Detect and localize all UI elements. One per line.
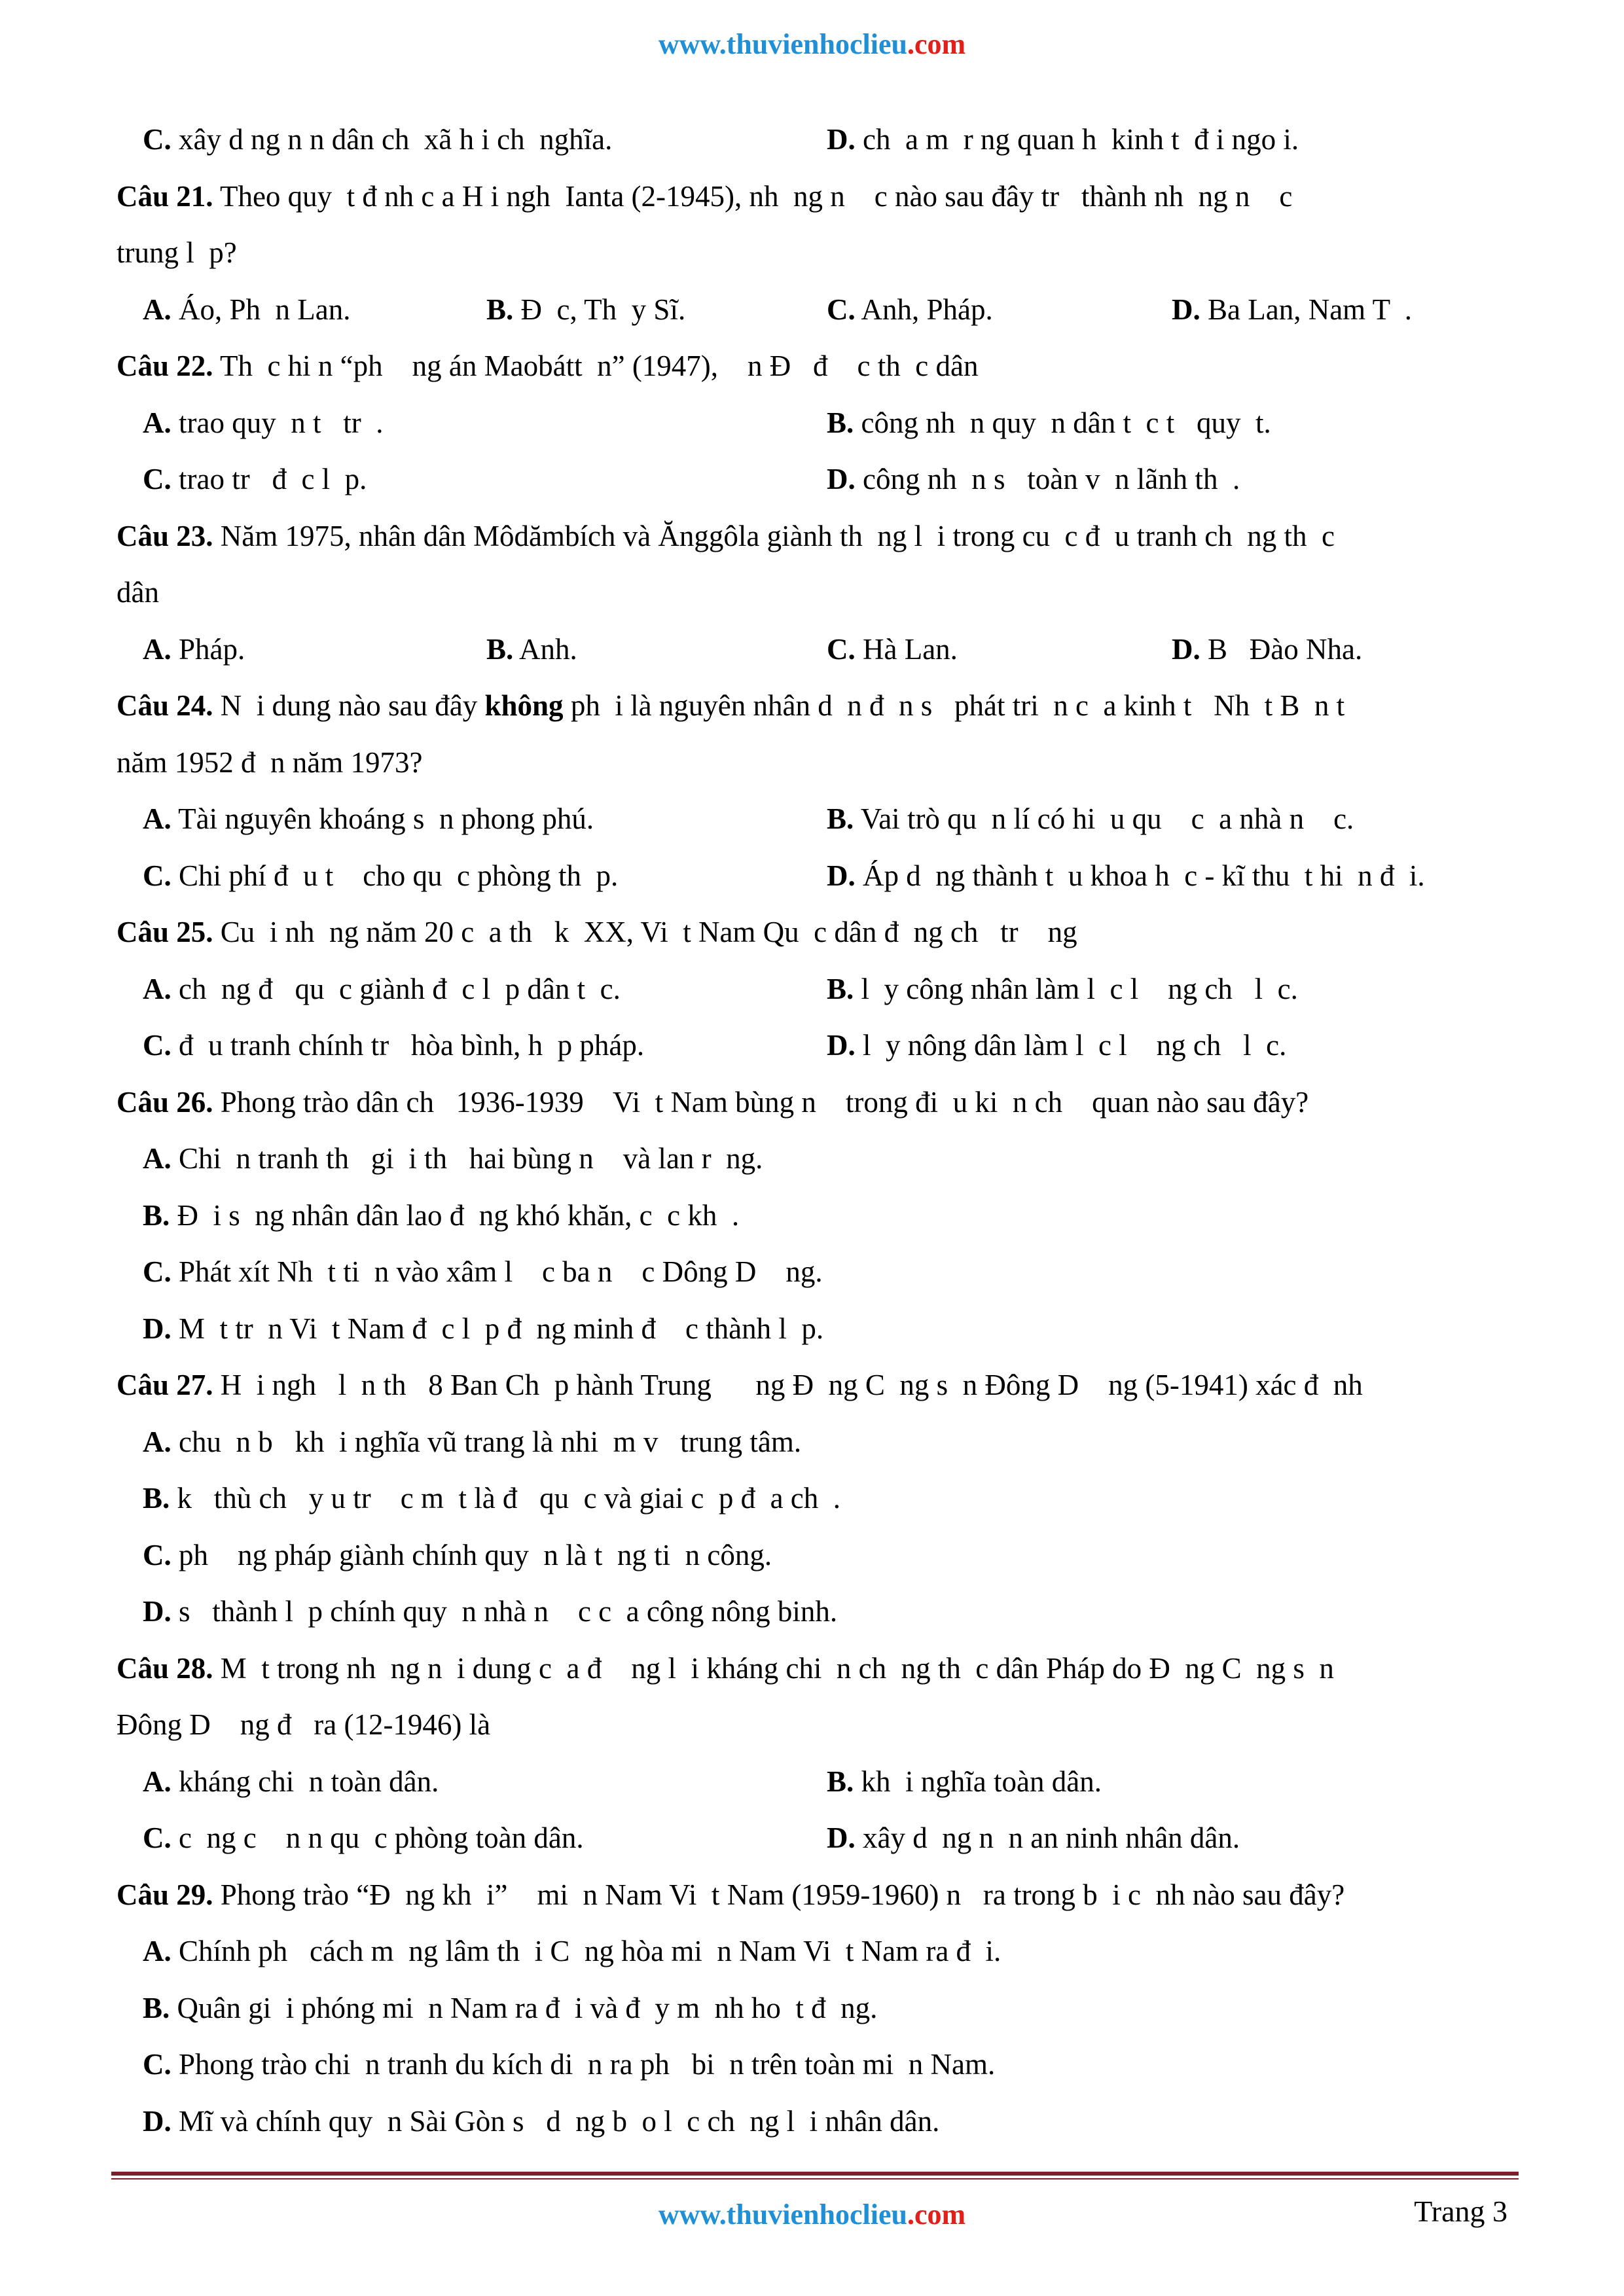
- answer-row: [117, 2036, 1524, 2093]
- answer-option-key: D.: [143, 1595, 171, 1628]
- answer-option: [143, 1244, 823, 1300]
- answer-option-text: Chi n tranh th gi i th hai bùng n và lan r ng.: [171, 1142, 763, 1175]
- header-site-link[interactable]: [0, 27, 1624, 61]
- answer-row: [117, 961, 1524, 1018]
- answer-option-left-key: C.: [143, 1821, 171, 1854]
- answer-option: [143, 1583, 837, 1640]
- answer-option: [143, 2093, 939, 2150]
- question-continuation: [117, 1696, 1524, 1753]
- question-text: Phong trào dân ch 1936-1939 Vi t Nam bùng n trong đi u ki n ch quan nào sau đây?: [213, 1085, 1309, 1119]
- answer-option-b-key: B.: [486, 632, 514, 666]
- answer-option-left-key: A.: [143, 802, 171, 835]
- answer-option: [143, 1414, 801, 1471]
- question-stem: [117, 508, 1524, 565]
- answer-row: [117, 2093, 1524, 2150]
- question-text: Th c hi n “ph ng án Maobátt n” (1947), n Đ đ c th c dân: [213, 350, 979, 382]
- question-number: Câu 23.: [117, 519, 213, 552]
- answer-option-key: D.: [143, 1312, 171, 1345]
- answer-option-left-key: A.: [143, 406, 171, 439]
- question-number: Câu 22.: [117, 350, 213, 382]
- answer-option-key: B.: [143, 1482, 170, 1515]
- answer-option-left-text: đ u tranh chính tr hòa bình, h p pháp.: [171, 1029, 645, 1062]
- answer-row: [117, 281, 1524, 338]
- answer-option: [143, 1300, 823, 1357]
- answer-option-text: k thù ch y u tr c m t là đ qu c và giai c p đ a ch .: [170, 1482, 841, 1515]
- answer-option-a: [143, 621, 245, 678]
- answer-row: [117, 1980, 1524, 2037]
- answer-option-a-text: Pháp.: [171, 632, 245, 666]
- answer-option-text: Phong trào chi n tranh du kích di n ra ph bi n trên toàn mi n Nam.: [171, 2048, 996, 2081]
- answer-option-text: M t tr n Vi t Nam đ c l p đ ng minh đ c thành l p.: [171, 1312, 824, 1345]
- answer-option-key: B.: [143, 1991, 170, 2024]
- question-negation: không: [484, 689, 564, 722]
- answer-option-left: [143, 848, 618, 905]
- header-site-prefix: www.thuvienhoclieu: [658, 28, 907, 60]
- answer-option: [143, 1527, 772, 1584]
- answer-option-b: [486, 621, 577, 678]
- answer-option-left-key: C.: [143, 463, 171, 495]
- answer-row: [117, 1923, 1524, 1980]
- answer-option-b-text: Đ c, Th y Sĩ.: [513, 293, 686, 326]
- answer-option-right-text: Áp d ng thành t u khoa h c - kĩ thu t hi n đ i.: [855, 859, 1425, 892]
- answer-option-left: [143, 111, 612, 168]
- answer-option-right: [827, 111, 1299, 168]
- answer-option-right: [827, 1753, 1102, 1810]
- question-number: Câu 26.: [117, 1085, 213, 1119]
- answer-option-left-key: C.: [143, 859, 171, 892]
- answer-option-right: [827, 1017, 1286, 1074]
- question-stem: [117, 1074, 1524, 1131]
- answer-option-b: [486, 281, 685, 338]
- answer-row: [117, 1187, 1524, 1244]
- question-stem: [117, 677, 1524, 734]
- answer-option-text: Quân gi i phóng mi n Nam ra đ i và đ y m nh ho t đ ng.: [170, 1991, 878, 2024]
- answer-option-c-key: C.: [827, 632, 856, 666]
- answer-row: [117, 848, 1524, 905]
- question-text-cont: ph i là nguyên nhân d n đ n s phát tri n c a kinh t Nh t B n t: [563, 689, 1345, 722]
- answer-option-right-text: kh i nghĩa toàn dân.: [854, 1765, 1102, 1798]
- answer-option-right-key: B.: [827, 1765, 854, 1798]
- question-number: Câu 21.: [117, 179, 213, 213]
- footer-site-link[interactable]: [0, 2198, 1624, 2231]
- question-stem: [117, 168, 1524, 225]
- question-text: trung l p?: [117, 236, 237, 269]
- answer-option-text: Đ i s ng nhân dân lao đ ng khó khăn, c c kh .: [170, 1198, 740, 1232]
- answer-row: [117, 111, 1524, 168]
- answer-option-b-key: B.: [486, 293, 514, 326]
- answer-option-right-key: D.: [827, 1821, 856, 1854]
- answer-option-right-text: công nh n quy n dân t c t quy t.: [854, 406, 1271, 439]
- footer-site-prefix: www.thuvienhoclieu: [658, 2198, 907, 2231]
- answer-option-right-text: Vai trò qu n lí có hi u qu c a nhà n c.: [854, 802, 1354, 835]
- answer-option-left-text: c ng c n n qu c phòng toàn dân.: [171, 1821, 584, 1854]
- answer-row: [117, 1017, 1524, 1074]
- answer-option-c-key: C.: [827, 293, 856, 326]
- footer-divider-thin: [111, 2178, 1519, 2179]
- answer-option-right-text: ch a m r ng quan h kinh t đ i ngo i.: [855, 123, 1299, 156]
- question-text: năm 1952 đ n năm 1973?: [117, 745, 423, 779]
- question-text: Cu i nh ng năm 20 c a th k XX, Vi t Nam Qu c dân đ ng ch tr ng: [213, 916, 1077, 948]
- answer-option-right: [827, 1810, 1240, 1867]
- answer-option-d-key: D.: [1172, 632, 1200, 666]
- question-text: N i dung nào sau đây: [213, 689, 485, 722]
- question-text: dân: [117, 576, 159, 609]
- answer-option-d: [1172, 621, 1362, 678]
- question-text: M t trong nh ng n i dung c a đ ng l i kháng chi n ch ng th c dân Pháp do Đ ng C ng s n: [213, 1651, 1334, 1685]
- answer-option-left: [143, 395, 383, 452]
- answer-option-right-text: công nh n s toàn v n lãnh th .: [855, 463, 1240, 495]
- answer-option-right-text: l y công nhân làm l c l ng ch l c.: [854, 972, 1298, 1005]
- answer-option-right-text: l y nông dân làm l c l ng ch l c.: [855, 1029, 1287, 1062]
- answer-option-right-text: xây d ng n n an ninh nhân dân.: [855, 1821, 1240, 1854]
- answer-row: [117, 1527, 1524, 1584]
- answer-option-left: [143, 791, 594, 848]
- answer-option-left-key: C.: [143, 1029, 171, 1062]
- answer-option-d: [1172, 281, 1412, 338]
- answer-option-key: D.: [143, 2104, 171, 2138]
- question-number: Câu 27.: [117, 1369, 213, 1401]
- answer-row: [117, 1753, 1524, 1810]
- answer-option-text: Chính ph cách m ng lâm th i C ng hòa mi n Nam Vi t Nam ra đ i.: [171, 1935, 1001, 1967]
- answer-option-b-text: Anh.: [513, 632, 577, 666]
- answer-option-a-key: A.: [143, 293, 171, 326]
- answer-option-left: [143, 1810, 584, 1867]
- question-text: Theo quy t đ nh c a H i ngh Ianta (2-1945), nh ng n c nào sau đây tr thành nh ng n c: [213, 179, 1293, 213]
- answer-option: [143, 1923, 1001, 1980]
- answer-option: [143, 1130, 763, 1187]
- answer-option-a-text: Áo, Ph n Lan.: [171, 293, 351, 326]
- question-number: Câu 28.: [117, 1651, 213, 1685]
- question-number: Câu 29.: [117, 1878, 213, 1911]
- answer-row: [117, 1414, 1524, 1471]
- answer-row: [117, 1470, 1524, 1527]
- question-number: Câu 24.: [117, 689, 213, 722]
- answer-option-right-key: D.: [827, 1029, 856, 1062]
- answer-option-key: B.: [143, 1198, 170, 1232]
- answer-row: [117, 395, 1524, 452]
- question-text: Phong trào “Đ ng kh i” mi n Nam Vi t Nam (1959-1960) n ra trong b i c nh nào sau đây?: [213, 1878, 1345, 1911]
- answer-option-d-key: D.: [1172, 293, 1200, 326]
- answer-option-left-text: xây d ng n n dân ch xã h i ch nghĩa.: [171, 123, 613, 156]
- answer-option-left-key: C.: [143, 123, 171, 156]
- question-continuation: [117, 734, 1524, 791]
- answer-option-left-text: Chi phí đ u t cho qu c phòng th p.: [171, 859, 619, 892]
- question-stem: [117, 1640, 1524, 1697]
- question-stem: [117, 338, 1524, 395]
- question-text: H i ngh l n th 8 Ban Ch p hành Trung ng Đ ng C ng s n Đông D ng (5-1941) xác đ nh: [213, 1369, 1363, 1401]
- answer-option-text: ph ng pháp giành chính quy n là t ng ti n công.: [171, 1538, 772, 1571]
- answer-option-c-text: Hà Lan.: [855, 632, 958, 666]
- question-number: Câu 25.: [117, 916, 213, 948]
- answer-option-text: Mĩ và chính quy n Sài Gòn s d ng b o l c ch ng l i nhân dân.: [171, 2104, 940, 2138]
- question-stem: [117, 904, 1524, 961]
- answer-option-text: chu n b kh i nghĩa vũ trang là nhi m v trung tâm.: [171, 1425, 802, 1458]
- answer-option-left: [143, 451, 367, 508]
- answer-option-right-key: D.: [827, 859, 856, 892]
- answer-option: [143, 1980, 877, 2037]
- answer-option-text: s thành l p chính quy n nhà n c c a công nông binh.: [171, 1595, 838, 1628]
- answer-option-key: A.: [143, 1142, 171, 1175]
- answer-option-a: [143, 281, 351, 338]
- answer-option-right-key: B.: [827, 972, 854, 1005]
- answer-option-d-text: B Đào Nha.: [1200, 632, 1363, 666]
- answer-option-right: [827, 395, 1271, 452]
- question-text: Năm 1975, nhân dân Môdămbích và Ănggôla giành th ng l i trong cu c đ u tranh ch ng th c: [213, 519, 1335, 552]
- answer-row: [117, 1244, 1524, 1300]
- answer-option-left-text: trao quy n t tr .: [171, 406, 384, 439]
- answer-option-c-text: Anh, Pháp.: [855, 293, 993, 326]
- page-number: Trang 3: [1414, 2195, 1507, 2228]
- footer-divider: [111, 2172, 1519, 2176]
- answer-option-left-key: A.: [143, 972, 171, 1005]
- answer-option-key: C.: [143, 1538, 171, 1571]
- answer-option-key: C.: [143, 2048, 171, 2081]
- answer-option-c: [827, 281, 993, 338]
- answer-option-d-text: Ba Lan, Nam T .: [1200, 293, 1413, 326]
- answer-option: [143, 1187, 739, 1244]
- answer-option-left-text: kháng chi n toàn dân.: [171, 1765, 439, 1798]
- answer-option-right: [827, 848, 1425, 905]
- answer-option-key: A.: [143, 1935, 171, 1967]
- question-list: [117, 111, 1524, 2149]
- answer-option-left-text: Tài nguyên khoáng s n phong phú.: [171, 802, 594, 835]
- answer-option-c: [827, 621, 958, 678]
- answer-option-right-key: B.: [827, 406, 854, 439]
- answer-row: [117, 791, 1524, 848]
- answer-row: [117, 1300, 1524, 1357]
- answer-option-left: [143, 1753, 439, 1810]
- answer-option-left-key: A.: [143, 1765, 171, 1798]
- answer-option-key: C.: [143, 1255, 171, 1288]
- answer-row: [117, 1810, 1524, 1867]
- question-stem: [117, 1867, 1524, 1924]
- answer-option-right: [827, 451, 1240, 508]
- answer-row: [117, 1583, 1524, 1640]
- answer-option-right-key: D.: [827, 123, 856, 156]
- question-text: Đông D ng đ ra (12-1946) là: [117, 1708, 491, 1741]
- answer-option-left-text: ch ng đ qu c giành đ c l p dân t c.: [171, 972, 621, 1005]
- answer-option-left: [143, 1017, 644, 1074]
- answer-option: [143, 1470, 840, 1527]
- answer-option-a-key: A.: [143, 632, 171, 666]
- question-continuation: [117, 564, 1524, 621]
- answer-option: [143, 2036, 995, 2093]
- footer-site-suffix: .com: [907, 2198, 966, 2231]
- answer-option-left: [143, 961, 621, 1018]
- answer-row: [117, 1130, 1524, 1187]
- answer-option-right-key: B.: [827, 802, 854, 835]
- question-stem: [117, 1357, 1524, 1414]
- question-continuation: [117, 224, 1524, 281]
- answer-option-key: A.: [143, 1425, 171, 1458]
- answer-option-right: [827, 791, 1354, 848]
- header-site-suffix: .com: [907, 28, 966, 60]
- answer-option-left-text: trao tr đ c l p.: [171, 463, 367, 495]
- answer-row: [117, 621, 1524, 678]
- answer-option-right: [827, 961, 1298, 1018]
- answer-row: [117, 451, 1524, 508]
- answer-option-right-key: D.: [827, 463, 856, 495]
- answer-option-text: Phát xít Nh t ti n vào xâm l c ba n c Dông D ng.: [171, 1255, 823, 1288]
